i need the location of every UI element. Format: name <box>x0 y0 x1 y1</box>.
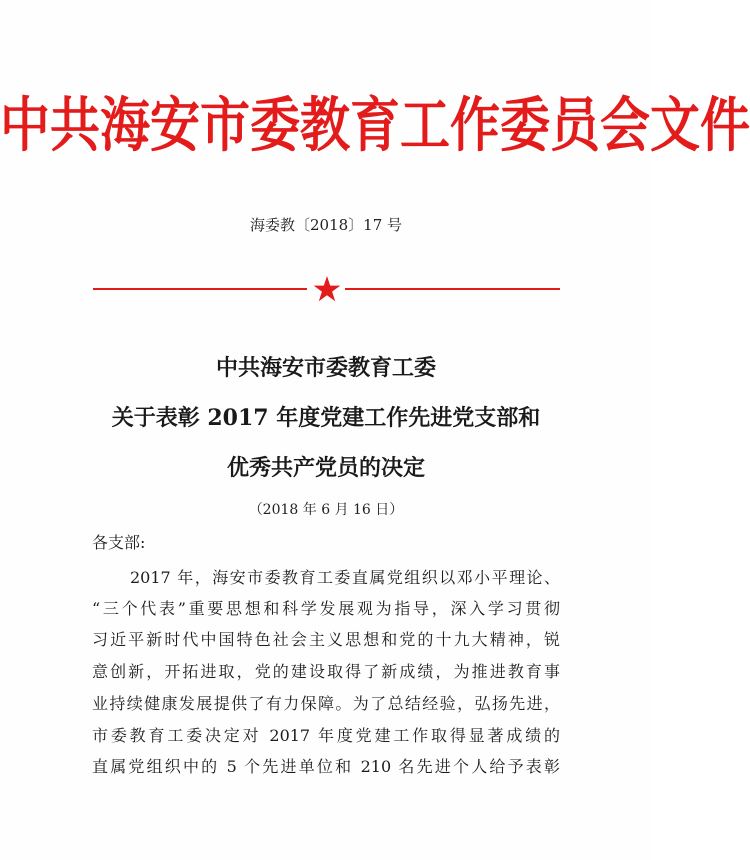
decision-date: （2018 年 6 月 16 日） <box>248 502 404 518</box>
red-header-title: 中共海安市委教育工作委员会文件 <box>0 89 750 160</box>
body-line: 直属党组织中的 5 个先进单位和 210 名先进个人给予表彰 <box>92 757 560 776</box>
decision-title-line-2: 关于表彰 2017 年度党建工作先进党支部和 <box>111 405 541 431</box>
decision-title-line-1: 中共海安市委教育工委 <box>215 355 436 381</box>
document-number: 海委教〔2018〕17 号 <box>249 216 403 234</box>
red-rule-right <box>345 288 560 290</box>
body-line: “三个代表”重要思想和科学发展观为指导，深入学习贯彻 <box>92 599 560 618</box>
red-star-icon <box>312 274 342 304</box>
body-line: 习近平新时代中国特色社会主义思想和党的十九大精神，锐 <box>92 630 560 649</box>
decision-title-line-3: 优秀共产党员的决定 <box>226 455 425 481</box>
red-rule-left <box>93 288 307 290</box>
salutation: 各支部: <box>92 533 146 552</box>
body-line: 市委教育工委决定对 2017 年度党建工作取得显著成绩的 <box>92 726 560 745</box>
body-line: 业持续健康发展提供了有力保障。为了总结经验，弘扬先进， <box>92 694 560 713</box>
star-shape <box>314 276 341 301</box>
body-line: 意创新，开拓进取，党的建设取得了新成绩，为推进教育事 <box>92 662 560 681</box>
body-line: 2017 年，海安市委教育工委直属党组织以邓小平理论、 <box>130 568 560 587</box>
